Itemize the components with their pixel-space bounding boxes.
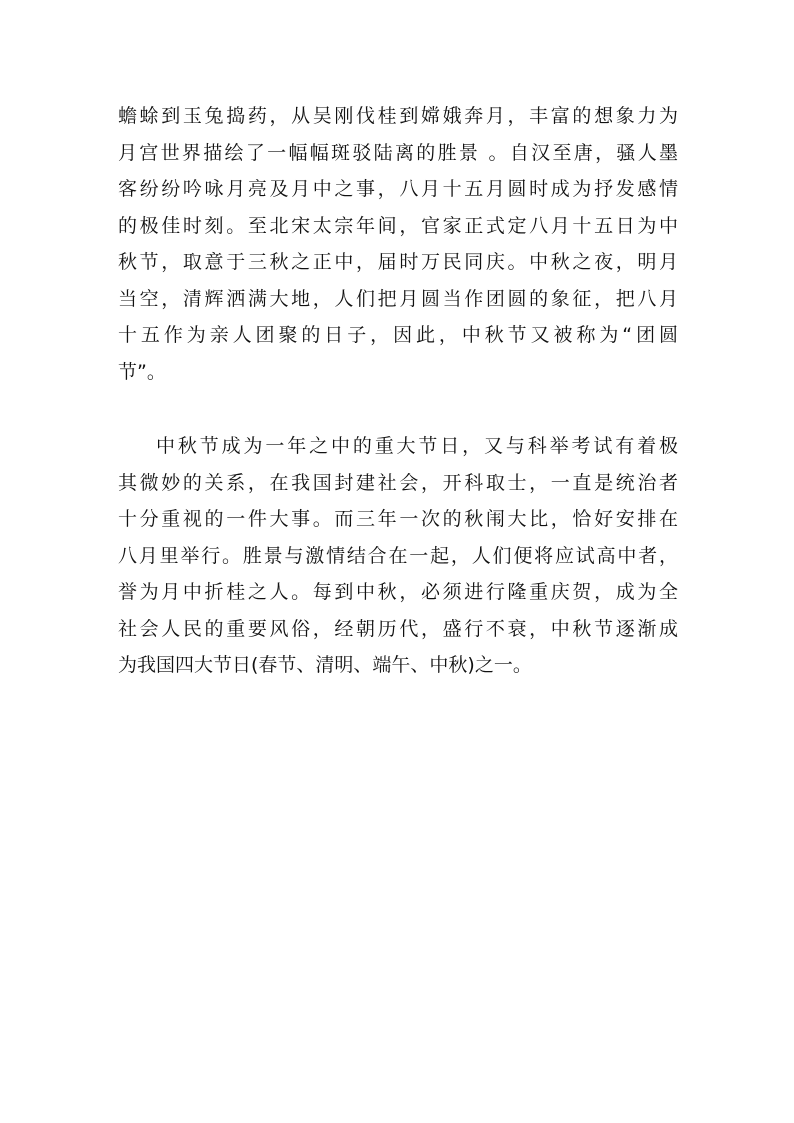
- text-line: 誉为月中折桂之人。每到中秋，必须进行隆重庆贺，成为全: [118, 581, 678, 603]
- text-line: 十五作为亲人团聚的日子，因此，中秋节又被称为“团圆: [118, 324, 678, 346]
- text-line: 中秋节成为一年之中的重大节日，又与科举考试有着极: [156, 435, 678, 457]
- text-line: 的极佳时刻。至北宋太宗年间，官家正式定八月十五日为中: [118, 214, 678, 237]
- text-line: 客纷纷吟咏月亮及月中之事，八月十五月圆时成为抒发感情: [118, 178, 678, 200]
- text-line: 秋节，取意于三秋之正中，届时万民同庆。中秋之夜，明月: [118, 251, 678, 273]
- text-line: 月宫世界描绘了一幅幅斑驳陆离的胜景 。自汉至唐，骚人墨: [118, 141, 678, 164]
- text-line: 社会人民的重要风俗，经朝历代，盛行不衰，中秋节逐渐成: [118, 617, 678, 640]
- paragraph-mid-autumn-imperial-exam: [118, 428, 678, 684]
- text-line: 蟾蜍到玉兔捣药，从吴刚伐桂到嫦娥奔月，丰富的想象力为: [118, 105, 678, 127]
- text-line: 八月里举行。胜景与激情结合在一起，人们便将应试高中者，: [118, 544, 678, 567]
- text-line: 其微妙的关系，在我国封建社会，开科取士，一直是统治者: [118, 471, 678, 494]
- paragraph-mid-autumn-legends: [118, 98, 678, 390]
- text-line: 十分重视的一件大事。而三年一次的秋闱大比，恰好安排在: [118, 508, 678, 530]
- text-line: 当空，清辉洒满大地，人们把月圆当作团圆的象征，把八月: [118, 287, 678, 310]
- text-line: 为我国四大节日(春节、清明、端午、中秋)之一。: [118, 654, 532, 676]
- text-line: 节”。: [118, 360, 166, 383]
